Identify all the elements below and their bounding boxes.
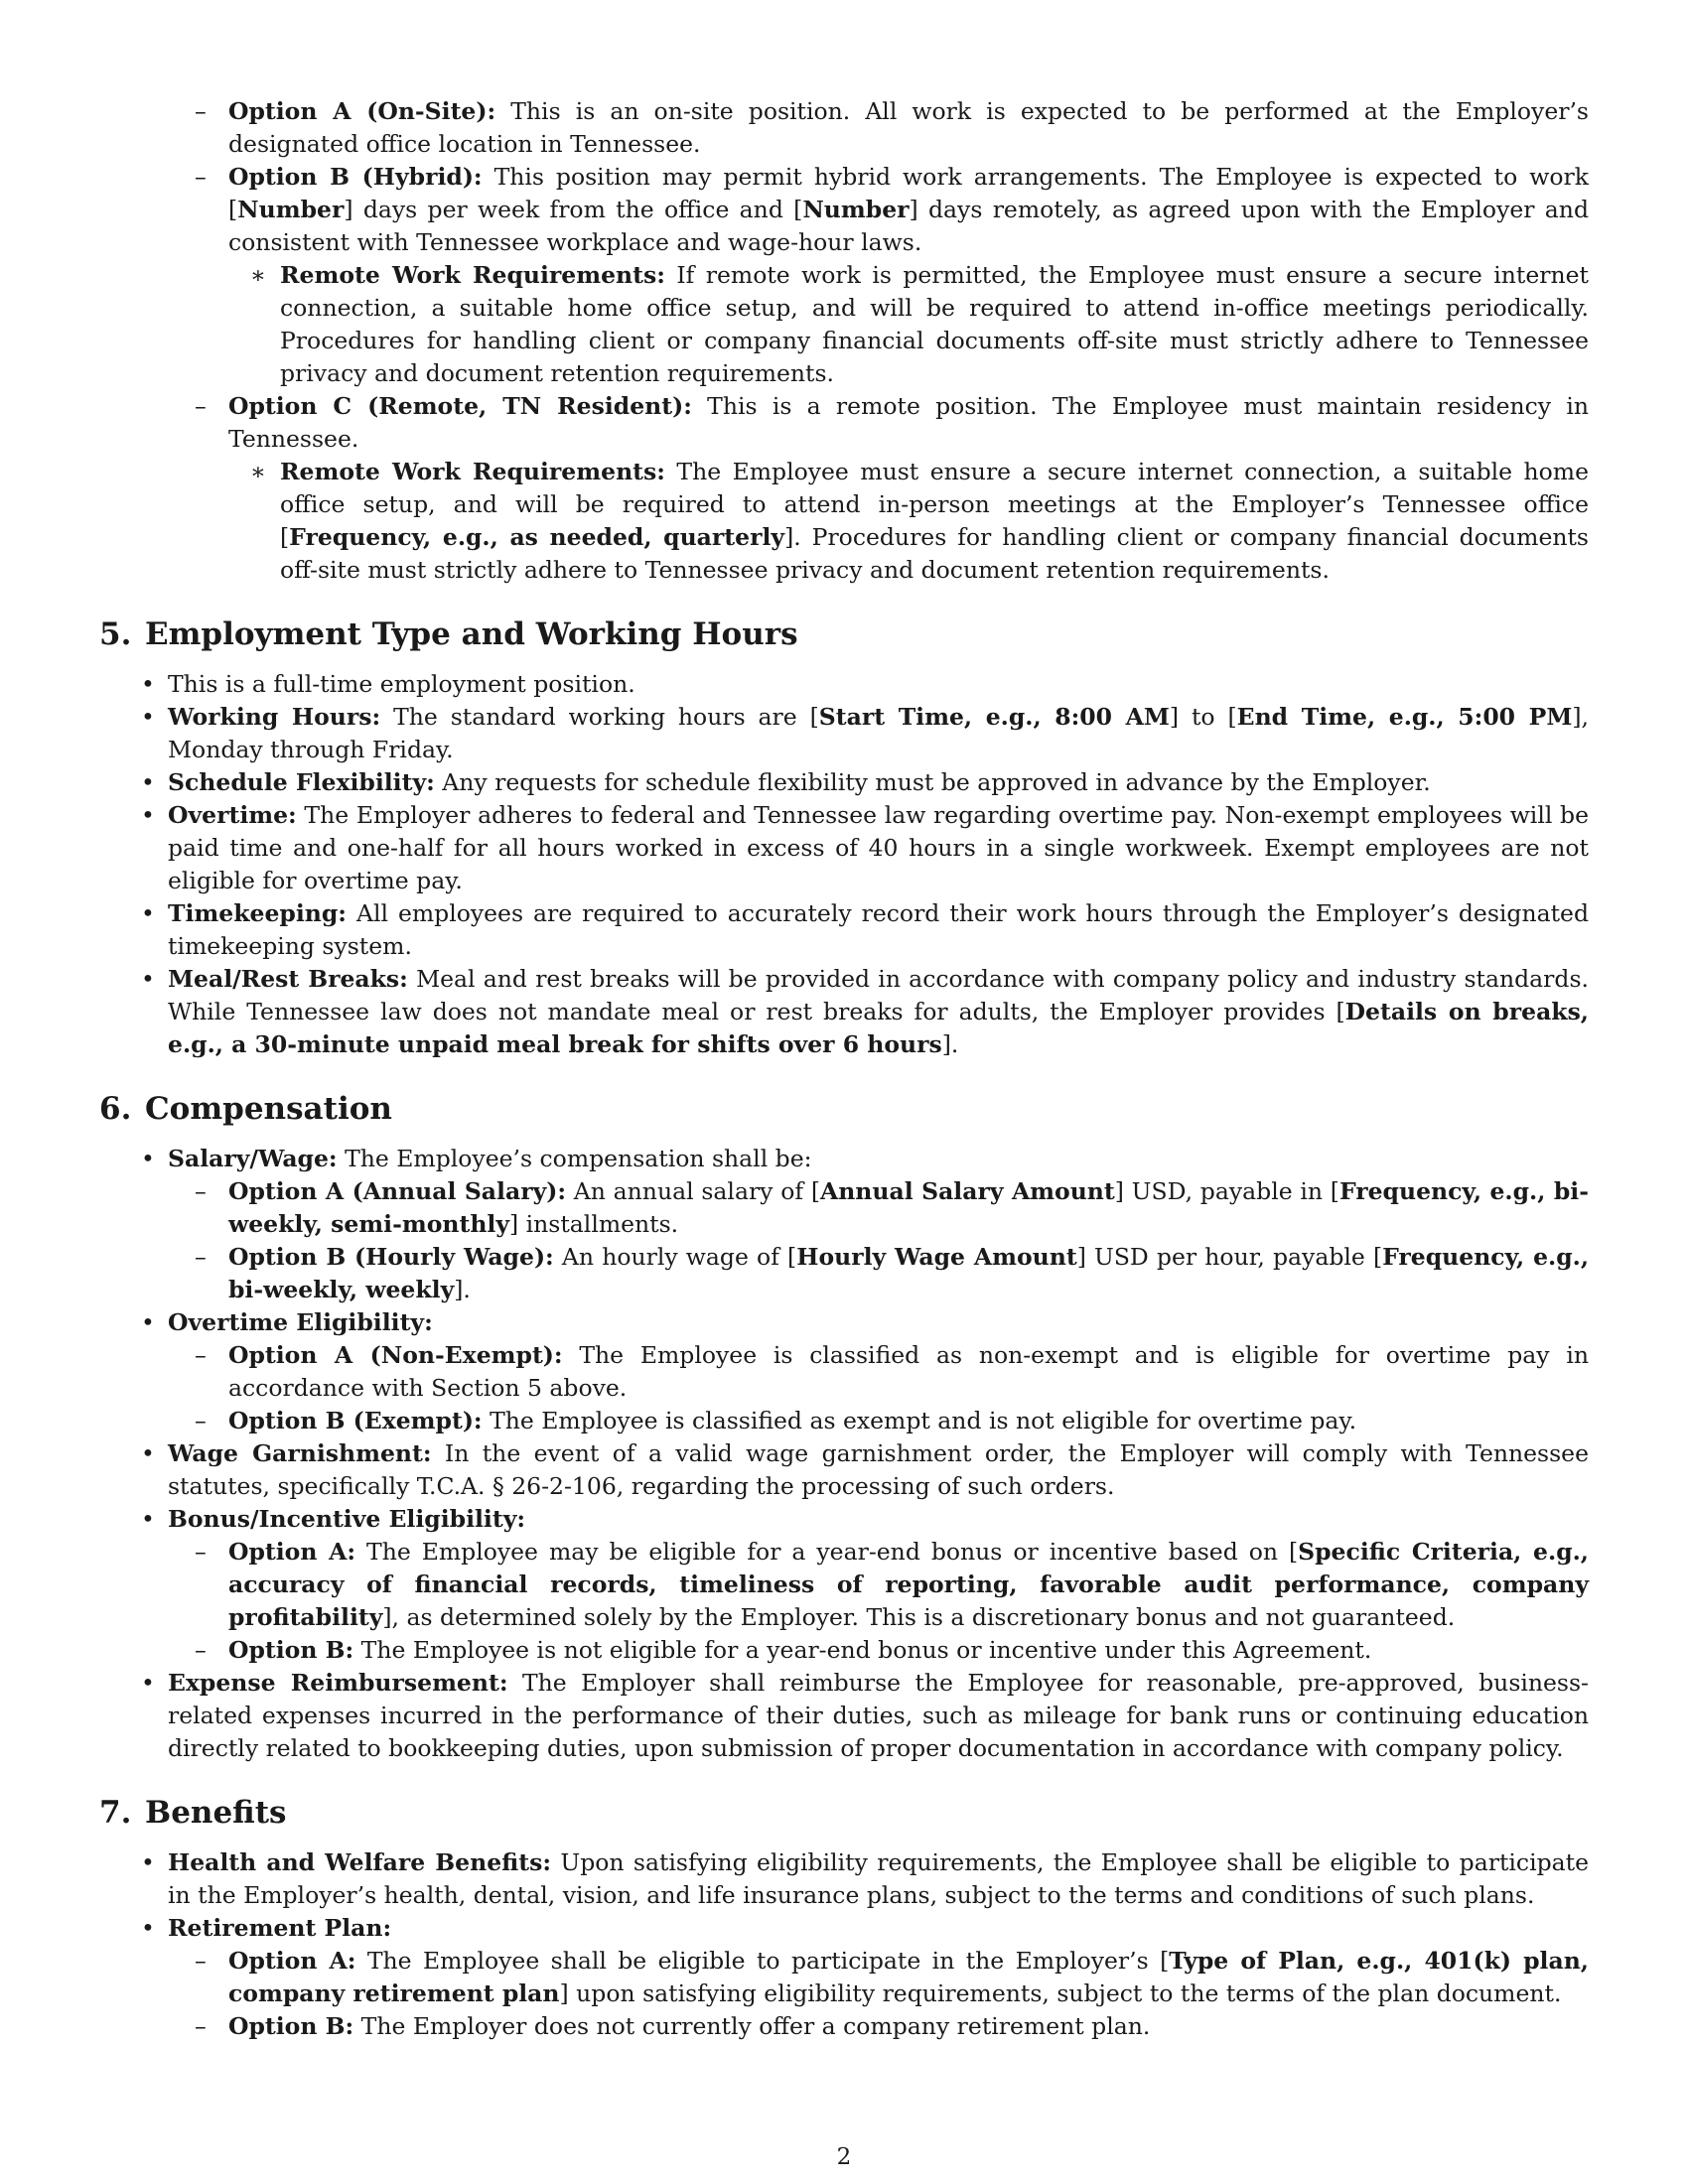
text-span: ]. Procedures for handling client or company financial documents off-site must strictly adhere to Tennessee privacy and document retention requirements. [280, 523, 1589, 584]
section-heading-compensation [99, 1089, 1589, 1129]
option-hybrid [99, 161, 1589, 259]
text-span: ], Monday through Friday. [168, 703, 1589, 763]
hybrid-remote-requirements [99, 259, 1589, 390]
bold-text: Timekeeping: [168, 899, 347, 927]
text-span: The Employer adheres to federal and Tennessee law regarding overtime pay. Non-exempt employees will be paid time and one-half for all hours worked in excess of 40 hours in a single workweek. Exempt employees are not eligible for overtime pay. [168, 801, 1589, 894]
bold-text: Expense Reimbursement: [168, 1669, 508, 1697]
section-heading-benefits [99, 1793, 1589, 1833]
bold-text: Details on breaks, e.g., a 30-minute unpaid meal break for shifts over 6 hours [168, 998, 1589, 1058]
section-heading-employment-type [99, 614, 1589, 654]
sub-list-item [99, 1175, 1589, 1241]
bold-text: Overtime Eligibility: [168, 1308, 433, 1336]
text-span: The Employee is not eligible for a year-end bonus or incentive under this Agreement. [360, 1636, 1372, 1664]
text-span: ], as determined solely by the Employer. This is a discretionary bonus and not guaranteed. [382, 1603, 1456, 1631]
bold-text: Remote Work Requirements: [280, 458, 665, 485]
bold-text: Number [802, 196, 910, 223]
bold-text: Retirement Plan: [168, 1914, 392, 1942]
text-span: Upon satisfying eligibility requirements, the Employee shall be eligible to participate in the Employer’s health, dental, vision, and life insurance plans, subject to the terms and conditions of such plans. [168, 1848, 1589, 1909]
text-span: ]. [454, 1276, 471, 1303]
sub-list-item [99, 1634, 1589, 1667]
text-span: ] USD per hour, payable [ [1076, 1243, 1383, 1271]
list-item [99, 1912, 1589, 1945]
text-span: This is a full-time employment position. [168, 670, 635, 698]
text-span: ] installments. [509, 1210, 679, 1238]
text-span: 5. [99, 616, 132, 652]
text-span: ] upon satisfying eligibility requirements, subject to the terms of the plan document. [559, 1979, 1562, 2007]
sub-list-item [99, 1945, 1589, 2010]
text-span: This position may permit hybrid work arrangements. The Employee is expected to work [ [228, 163, 1589, 223]
text-span: ] to [ [1169, 703, 1237, 731]
bold-text: Overtime: [168, 801, 297, 829]
bold-text: Option B (Hourly Wage): [228, 1243, 554, 1271]
text-span: The standard working hours are [ [393, 703, 819, 731]
text-span: The Employer does not currently offer a company retirement plan. [360, 2012, 1151, 2040]
text-span: The Employee’s compensation shall be: [345, 1145, 812, 1172]
document-body [99, 95, 1589, 2043]
text-span: In the event of a valid wage garnishment order, the Employer will comply with Tennessee statutes, specifically T.C.A. § 26-2-106, regarding the processing of such orders. [168, 1439, 1589, 1500]
text-span: This is an on-site position. All work is expected to be performed at the Employer’s designated office location in Tennessee. [228, 97, 1589, 158]
bold-text: Salary/Wage: [168, 1145, 338, 1172]
bold-text: Number [237, 196, 345, 223]
bold-text: Meal/Rest Breaks: [168, 965, 408, 993]
text-span: Benefits [145, 1795, 287, 1831]
text-span: Meal and rest breaks will be provided in accordance with company policy and industry standards. While Tennessee law does not mandate meal or rest breaks for adults, the Employer provides [ [168, 965, 1589, 1025]
page-number: 2 [836, 2144, 852, 2170]
bold-text: Specific Criteria, e.g., accuracy of financial records, timeliness of reporting, favorable audit performance, company profitability [228, 1538, 1589, 1631]
bold-text: Option B (Exempt): [228, 1407, 483, 1434]
list-item [99, 1503, 1589, 1536]
compensation-list [99, 1143, 1589, 1765]
text-span: ]. [941, 1030, 959, 1058]
work-location-options [99, 95, 1589, 587]
list-item [99, 799, 1589, 897]
text-span: The Employee shall be eligible to participate in the Employer’s [ [366, 1947, 1170, 1975]
text-span: The Employer shall reimburse the Employee for reasonable, pre-approved, business-related expenses incurred in the performance of their duties, such as mileage for bank runs or continuing education directly related to bookkeeping duties, upon submission of proper documentation in accordance with company policy. [168, 1669, 1589, 1762]
text-span: Employment Type and Working Hours [145, 616, 798, 652]
bold-text: Option A (On-Site): [228, 97, 496, 125]
bold-text: Annual Salary Amount [819, 1177, 1115, 1205]
text-span: Any requests for schedule flexibility must be approved in advance by the Employer. [442, 768, 1431, 796]
bold-text: Type of Plan, e.g., 401(k) plan, company retirement plan [228, 1947, 1589, 2007]
text-span: ] USD, payable in [ [1114, 1177, 1339, 1205]
list-item [99, 1437, 1589, 1503]
list-item [99, 766, 1589, 799]
bold-text: Health and Welfare Benefits: [168, 1848, 551, 1876]
bold-text: Wage Garnishment: [168, 1439, 432, 1467]
bold-text: Frequency, e.g., bi-weekly, weekly [228, 1243, 1589, 1303]
text-span: 7. [99, 1795, 132, 1831]
bold-text: Working Hours: [168, 703, 381, 731]
text-span: An annual salary of [ [573, 1177, 820, 1205]
option-onsite [99, 95, 1589, 161]
text-span: ] days per week from the office and [ [344, 196, 803, 223]
benefits-list [99, 1846, 1589, 2043]
text-span: The Employee may be eligible for a year-end bonus or incentive based on [ [366, 1538, 1299, 1566]
sub-list-item [99, 2010, 1589, 2043]
bold-text: Frequency, e.g., as needed, quarterly [289, 523, 785, 551]
list-item [99, 1306, 1589, 1339]
sub-list-item [99, 1405, 1589, 1437]
text-span: The Employee is classified as non-exempt and is eligible for overtime pay in accordance with Section 5 above. [228, 1341, 1589, 1402]
bold-text: Option A (Non-Exempt): [228, 1341, 563, 1369]
sub-list-item [99, 1536, 1589, 1634]
text-span: This is a remote position. The Employee must maintain residency in Tennessee. [228, 392, 1589, 453]
option-remote [99, 390, 1589, 456]
list-item [99, 1143, 1589, 1175]
bold-text: Option A: [228, 1538, 356, 1566]
list-item [99, 897, 1589, 963]
bold-text: End Time, e.g., 5:00 PM [1236, 703, 1573, 731]
bold-text: Remote Work Requirements: [280, 261, 665, 289]
text-span: All employees are required to accurately record their work hours through the Employer’s designated timekeeping system. [168, 899, 1589, 960]
list-item [99, 963, 1589, 1061]
bold-text: Option B: [228, 1636, 354, 1664]
bold-text: Hourly Wage Amount [796, 1243, 1077, 1271]
text-span: An hourly wage of [ [561, 1243, 797, 1271]
text-span: Compensation [145, 1091, 392, 1127]
list-item [99, 701, 1589, 766]
text-span: If remote work is permitted, the Employee must ensure a secure internet connection, a suitable home office setup, and will be required to attend in-office meetings periodically. Procedures for handling client or company financial documents off-site must strictly adhere to Tennessee privacy and document retention requirements. [280, 261, 1589, 387]
employment-type-list [99, 668, 1589, 1061]
list-item [99, 1846, 1589, 1912]
bold-text: Schedule Flexibility: [168, 768, 435, 796]
bold-text: Option B: [228, 2012, 354, 2040]
text-span: 6. [99, 1091, 132, 1127]
bold-text: Option A (Annual Salary): [228, 1177, 567, 1205]
text-span: The Employee must ensure a secure internet connection, a suitable home office setup, and will be required to attend in-person meetings at the Employer’s Tennessee office [ [280, 458, 1589, 551]
bold-text: Bonus/Incentive Eligibility: [168, 1505, 526, 1533]
list-item [99, 668, 1589, 701]
text-span: The Employee is classified as exempt and is not eligible for overtime pay. [490, 1407, 1357, 1434]
text-span: ] days remotely, as agreed upon with the Employer and consistent with Tennessee workplace and wage-hour laws. [228, 196, 1589, 256]
sub-list-item [99, 1241, 1589, 1306]
bold-text: Option C (Remote, TN Resident): [228, 392, 692, 420]
list-item [99, 1667, 1589, 1765]
sub-list-item [99, 1339, 1589, 1405]
bold-text: Start Time, e.g., 8:00 AM [818, 703, 1170, 731]
bold-text: Frequency, e.g., bi-weekly, semi-monthly [228, 1177, 1589, 1238]
remote-requirements [99, 456, 1589, 587]
bold-text: Option A: [228, 1947, 356, 1975]
bold-text: Option B (Hybrid): [228, 163, 483, 191]
